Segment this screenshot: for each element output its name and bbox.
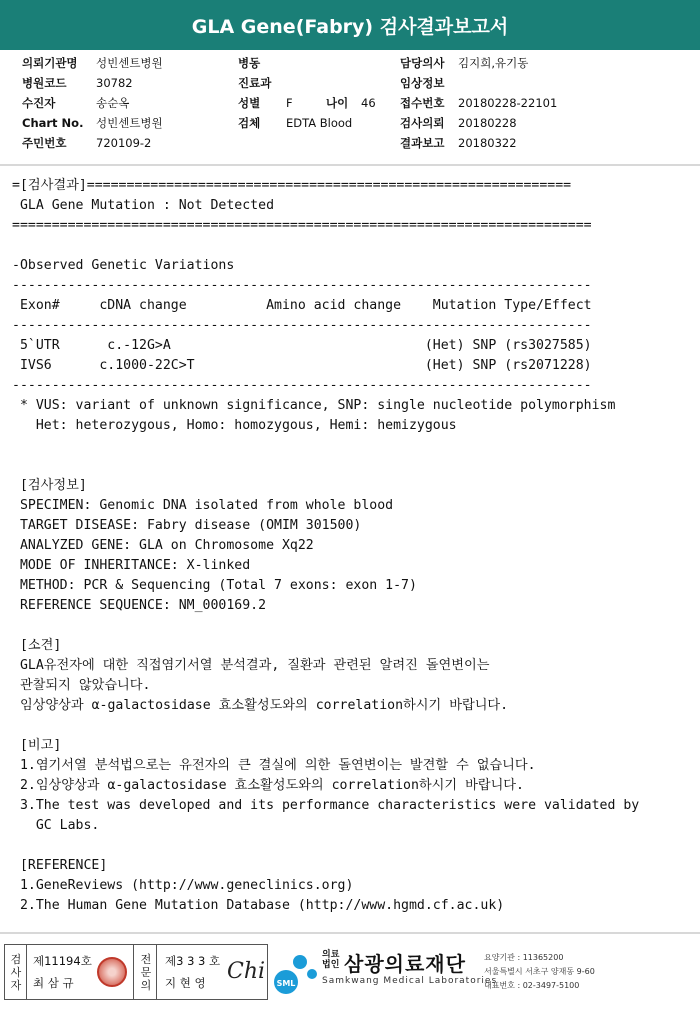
report-line	[12, 836, 692, 856]
institution-label: 의뢰기관명	[22, 56, 78, 70]
report-line	[12, 436, 692, 456]
report-date-label: 결과보고	[400, 136, 445, 150]
report-line: 2.The Human Gene Mutation Database (http://www.hgmd.cf.ac.uk)	[12, 898, 505, 913]
doctor-label: 담당의사	[400, 56, 445, 70]
specialist-label-cell	[133, 945, 157, 999]
specimen-value: EDTA Blood	[286, 116, 353, 130]
footer-divider	[0, 932, 700, 934]
ward-label: 병동	[238, 56, 261, 70]
resident-value: 720109-2	[96, 136, 152, 150]
hospital-code-label: 병원코드	[22, 76, 67, 90]
report-line	[12, 616, 692, 636]
request-value: 20180228	[458, 116, 517, 130]
report-line	[12, 236, 692, 256]
report-line: Exon# cDNA change Amino acid change Mutation Type/Effect	[12, 298, 592, 313]
report-line: SPECIMEN: Genomic DNA isolated from whole blood	[12, 498, 394, 513]
report-line: -------------------------------------------------------------------------	[12, 378, 592, 393]
report-line	[12, 456, 692, 476]
report-line: TARGET DISEASE: Fabry disease (OMIM 301500)	[12, 518, 362, 533]
report-line: 2.임상양상과 α-galactosidase 효소활성도와의 correlation하시기 바랍니다.	[12, 778, 524, 793]
org-phone: 대표번호 : 02-3497-5100	[484, 981, 580, 990]
report-line: =[검사결과]=============================================================	[12, 178, 572, 193]
report-line: -Observed Genetic Variations	[12, 258, 235, 273]
signature-box	[4, 944, 268, 1000]
sml-logo-text: SML	[276, 979, 296, 988]
report-line: -------------------------------------------------------------------------	[12, 318, 592, 333]
tester-label: 검 사 자	[10, 953, 22, 992]
report-body	[12, 176, 692, 916]
age-label: 나이	[326, 96, 349, 110]
request-label: 검사의뢰	[400, 116, 445, 130]
hospital-code-value: 30782	[96, 76, 133, 90]
report-line: METHOD: PCR & Sequencing (Total 7 exons: exon 1-7)	[12, 578, 417, 593]
receipt-label: 접수번호	[400, 96, 445, 110]
report-line: [비고]	[12, 738, 62, 753]
patient-info-block	[0, 54, 700, 164]
report-line: [REFERENCE]	[12, 858, 108, 873]
report-line: -------------------------------------------------------------------------	[12, 278, 592, 293]
collector-label: 수진자	[22, 96, 56, 110]
report-line: 1.GeneReviews (http://www.geneclinics.org)	[12, 878, 354, 893]
specialist-signature: Chi	[227, 959, 266, 984]
report-line: ANALYZED GENE: GLA on Chromosome Xq22	[12, 538, 314, 553]
report-line	[12, 716, 692, 736]
org-prefix: 의료 법인	[322, 950, 340, 970]
report-line: =========================================================================	[12, 218, 592, 233]
org-address: 서울특별시 서초구 양재동 9-60	[484, 967, 595, 976]
org-name: 삼광의료재단	[344, 952, 466, 976]
report-date-value: 20180322	[458, 136, 517, 150]
report-footer	[0, 940, 700, 1010]
tester-seal-icon	[97, 957, 127, 987]
tester-name: 최 삼 규	[33, 976, 74, 990]
report-line: GC Labs.	[12, 818, 100, 833]
org-english-name: Samkwang Medical Laboratories	[322, 976, 498, 986]
receipt-value: 20180228-22101	[458, 96, 558, 110]
age-value: 46	[361, 96, 376, 110]
report-line: 1.염기서열 분석법으로는 유전자의 큰 결실에 의한 돌연변이는 발견할 수 없습니다.	[12, 758, 536, 773]
chart-label: Chart No.	[22, 116, 84, 130]
specialist-name: 지 현 영	[165, 976, 206, 990]
report-line: * VUS: variant of unknown significance, SNP: single nucleotide polymorphism	[12, 398, 616, 413]
chart-value: 성빈센트병원	[96, 116, 163, 130]
report-title: GLA Gene(Fabry) 검사결과보고서	[0, 0, 700, 50]
tester-number: 제11194호	[33, 954, 92, 968]
header-divider	[0, 164, 700, 166]
report-line: GLA Gene Mutation : Not Detected	[12, 198, 275, 213]
report-line: 3.The test was developed and its performance characteristics were validated by	[12, 798, 640, 813]
report-line: [검사정보]	[12, 478, 87, 493]
report-line: [소견]	[12, 638, 62, 653]
specimen-label: 검체	[238, 116, 261, 130]
specialist-number: 제3 3 3 호	[165, 954, 221, 968]
institution-value: 성빈센트병원	[96, 56, 163, 70]
sex-label: 성별	[238, 96, 261, 110]
clinical-label: 임상정보	[400, 76, 445, 90]
report-line: IVS6 c.1000-22C>T (Het) SNP (rs2071228)	[12, 358, 592, 373]
report-line: 5`UTR c.-12G>A (Het) SNP (rs3027585)	[12, 338, 592, 353]
report-line: Het: heterozygous, Homo: homozygous, Hemi: hemizygous	[12, 418, 457, 433]
org-code: 요양기관 : 11365200	[484, 953, 564, 962]
specialist-label: 전 문 의	[140, 953, 152, 992]
report-line: GLA유전자에 대한 직접염기서열 분석결과, 질환과 관련된 알려진 돌연변이는	[12, 658, 490, 673]
sex-value: F	[286, 96, 293, 110]
dept-label: 진료과	[238, 76, 272, 90]
report-line: 임상양상과 α-galactosidase 효소활성도와의 correlation하시기 바랍니다.	[12, 698, 509, 713]
resident-label: 주민번호	[22, 136, 67, 150]
sml-logo-icon	[272, 948, 322, 998]
report-line: MODE OF INHERITANCE: X-linked	[12, 558, 251, 573]
collector-value: 송순옥	[96, 96, 130, 110]
report-line: 관찰되지 않았습니다.	[12, 678, 151, 693]
tester-label-cell	[5, 945, 27, 999]
report-line: REFERENCE SEQUENCE: NM_000169.2	[12, 598, 267, 613]
doctor-value: 김지희,유기동	[458, 56, 529, 70]
